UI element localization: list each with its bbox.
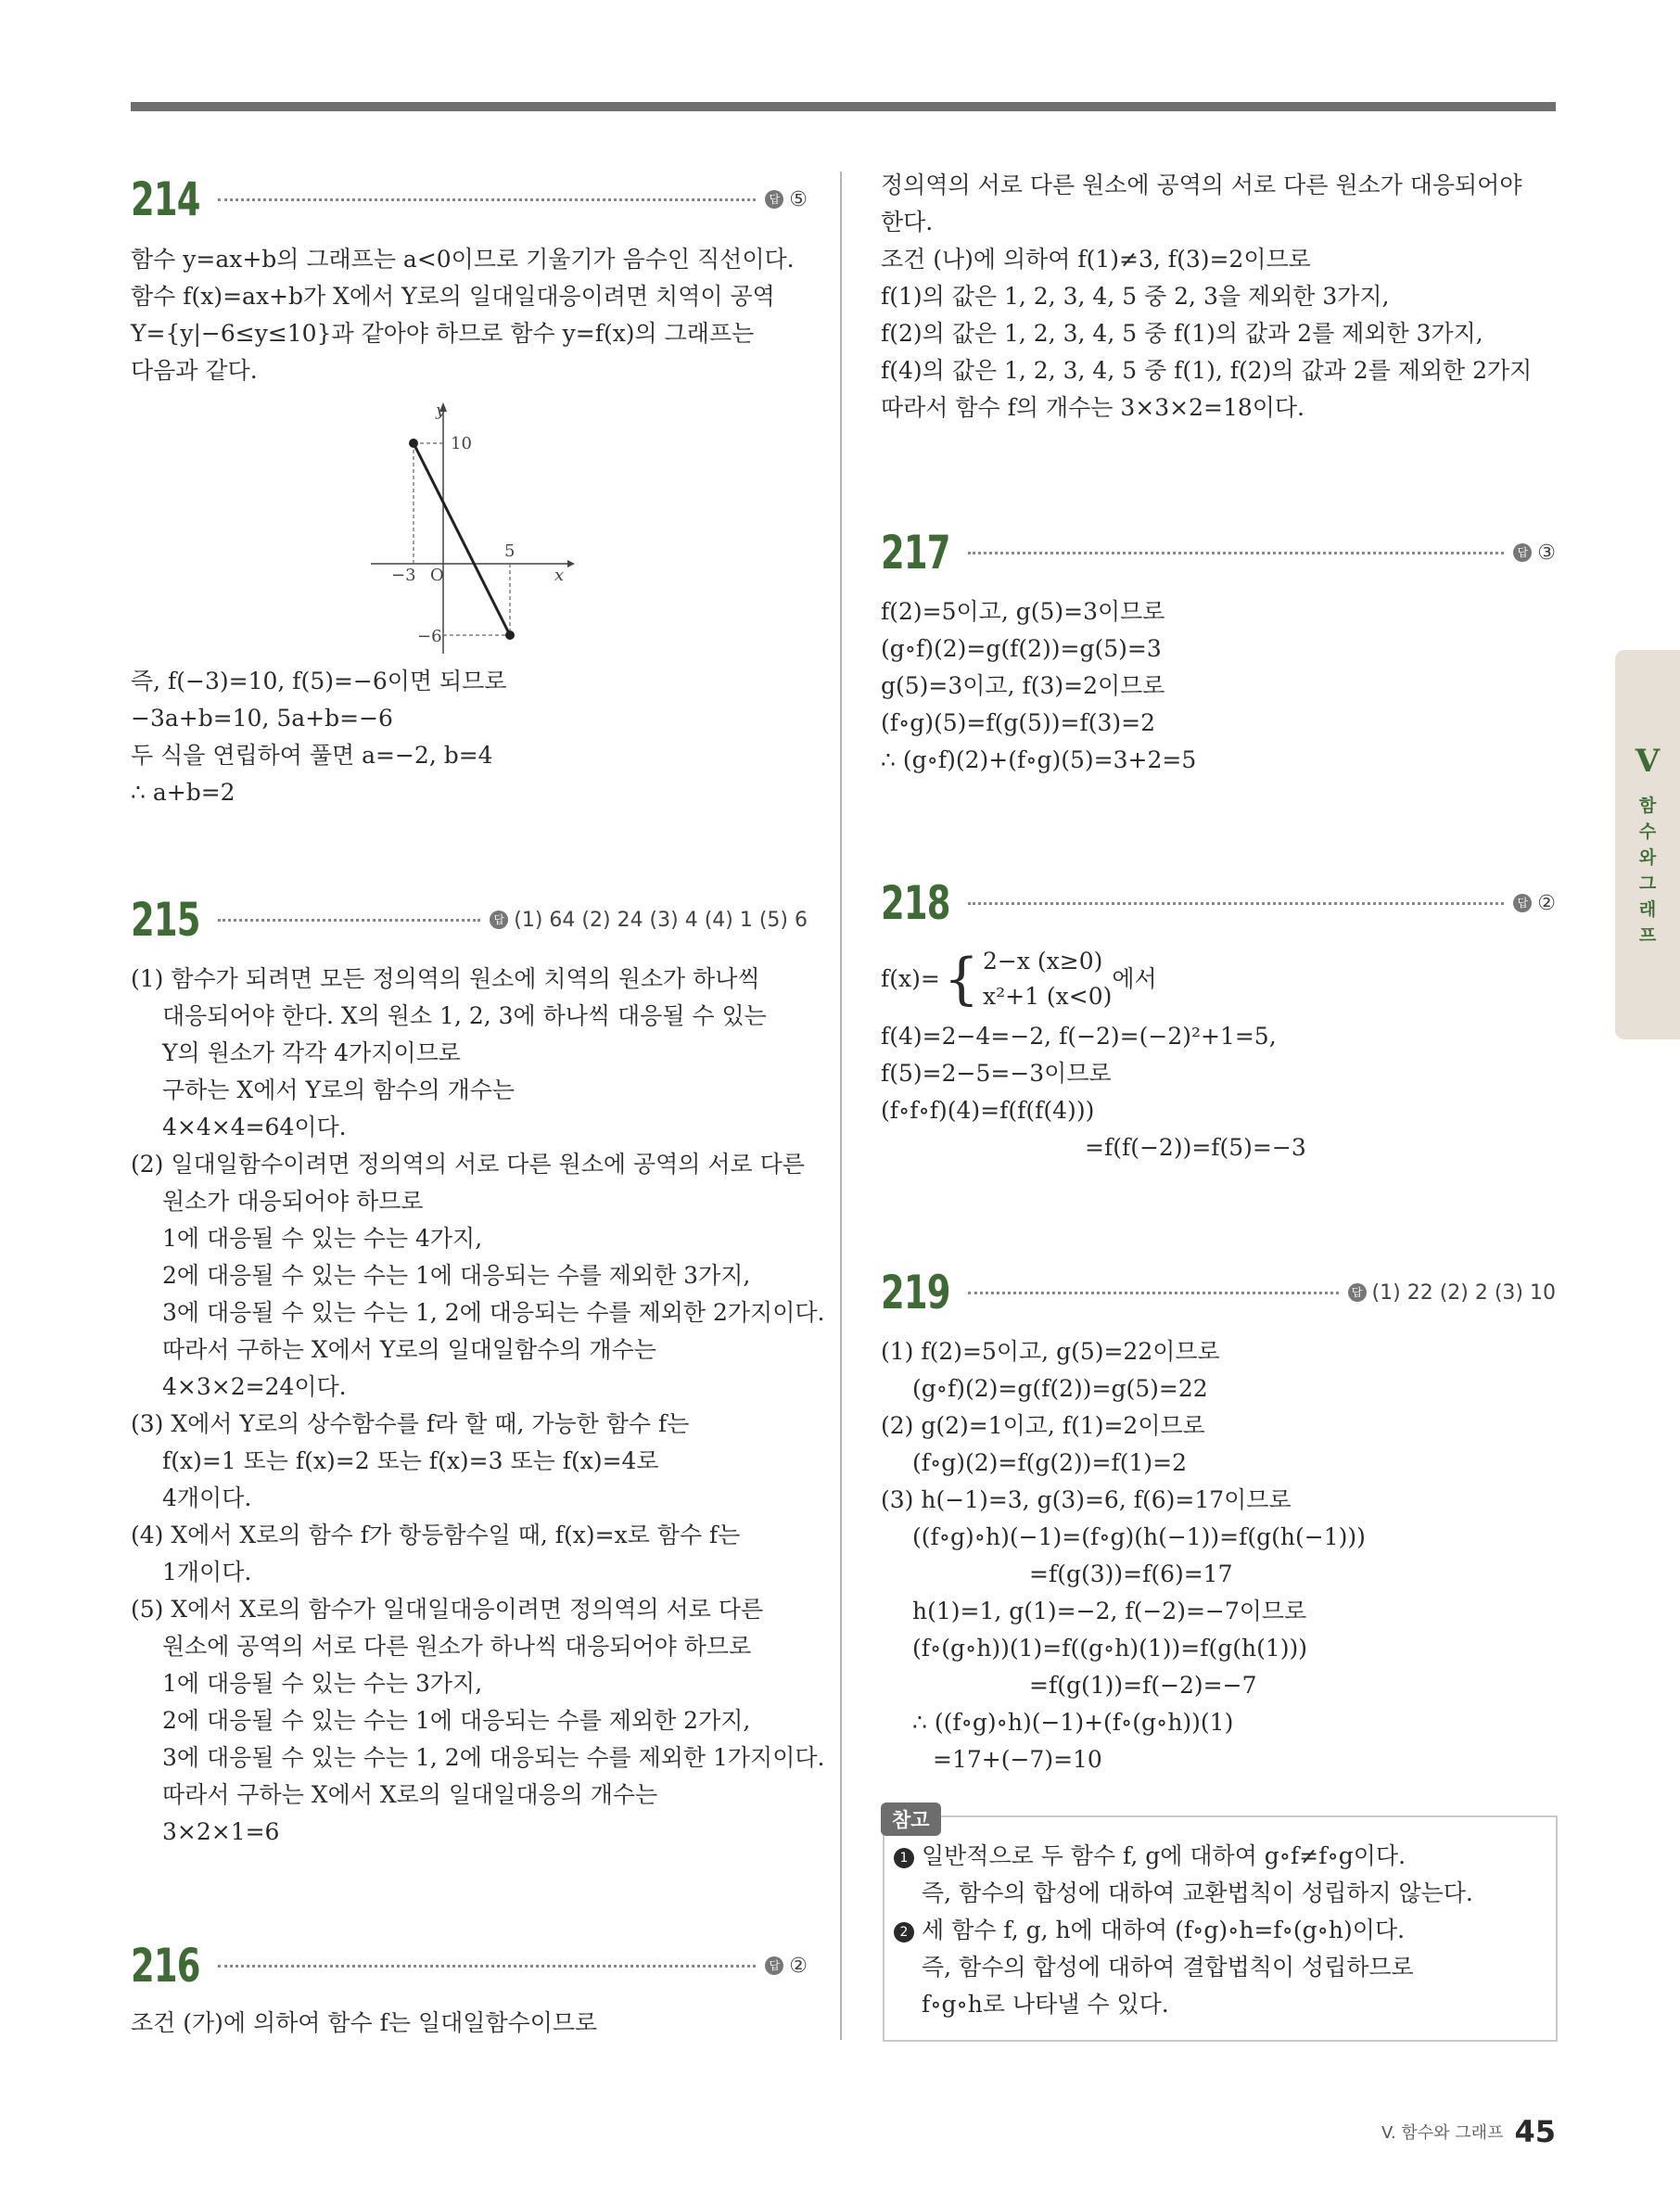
problem-219-header xyxy=(881,1265,1556,1320)
answer-value: ③ xyxy=(1537,541,1556,565)
problem-216-header xyxy=(131,1938,808,1994)
column-divider xyxy=(840,172,842,2040)
note-line: f∘g∘h로 나타낼 수 있다. xyxy=(922,1991,1169,2018)
text-line: f(2)의 값은 1, 2, 3, 4, 5 중 f(1)의 값과 2를 제외한 3가지, xyxy=(881,320,1483,347)
case-1: 2−x (x≥0) xyxy=(983,948,1103,974)
text-line: −3a+b=10, 5a+b=−6 xyxy=(131,705,393,732)
answer-icon: 답 xyxy=(1348,1283,1367,1302)
answer xyxy=(765,1955,808,1978)
leader-dots xyxy=(968,902,1504,905)
footer-chapter: V. 함수와 그래프 xyxy=(1381,2123,1504,2143)
answer xyxy=(490,909,808,932)
answer-value: ⑤ xyxy=(789,187,808,211)
text-line: (1) f(2)=5이고, g(5)=22이므로 xyxy=(881,1338,1220,1365)
note-text: 세 함수 f, g, h에 대하여 (f∘g)∘h=f∘(g∘h)이다. xyxy=(922,1917,1406,1943)
text-line: f(x)=1 또는 f(x)=2 또는 f(x)=3 또는 f(x)=4로 xyxy=(162,1447,659,1474)
text-line: (g∘f)(2)=g(f(2))=g(5)=22 xyxy=(912,1375,1208,1402)
problem-215-header xyxy=(131,892,808,948)
text-line: Y의 원소가 각각 4가지이므로 xyxy=(162,1039,461,1066)
text-line: 2에 대응될 수 있는 수는 1에 대응되는 수를 제외한 3가지, xyxy=(162,1262,751,1289)
text-line: 4×3×2=24이다. xyxy=(162,1373,347,1400)
note-box xyxy=(883,1815,1558,2042)
text-line: =17+(−7)=10 xyxy=(933,1746,1102,1773)
text-line: 2에 대응될 수 있는 수는 1에 대응되는 수를 제외한 2가지, xyxy=(162,1707,751,1734)
text-line: f(4)=2−4=−2, f(−2)=(−2)²+1=5, xyxy=(881,1023,1277,1050)
text-line: ∴ (g∘f)(2)+(f∘g)(5)=3+2=5 xyxy=(881,746,1197,773)
text-line: 4개이다. xyxy=(162,1484,252,1511)
answer-icon: 답 xyxy=(765,190,783,209)
tick-minus-3: −3 xyxy=(391,566,416,585)
note-line: 즉, 함수의 합성에 대하여 교환법칙이 성립하지 않는다. xyxy=(922,1879,1473,1906)
answer xyxy=(765,188,808,211)
y-axis-label: y xyxy=(436,401,446,420)
answer-icon: 답 xyxy=(765,1956,783,1975)
answer-value: (1) 64 (2) 24 (3) 4 (4) 1 (5) 6 xyxy=(514,908,808,932)
problem-number: 218 xyxy=(881,876,950,930)
text-line: 3에 대응될 수 있는 수는 1, 2에 대응되는 수를 제외한 1가지이다. xyxy=(162,1744,825,1771)
text-line: Y={y|−6≤y≤10}과 같아야 하므로 함수 y=f(x)의 그래프는 xyxy=(131,320,755,347)
problem-214-solution xyxy=(131,663,808,811)
leader-dots xyxy=(218,1965,756,1968)
text-line: (f∘(g∘h))(1)=f((g∘h)(1))=f(g(h(1))) xyxy=(912,1635,1308,1662)
answer-value: (1) 22 (2) 2 (3) 10 xyxy=(1371,1280,1556,1305)
text-line: 따라서 함수 f의 개수는 3×3×2=18이다. xyxy=(881,394,1305,421)
chapter-title: 함 수 와 그 래 프 xyxy=(1638,796,1657,946)
chapter-side-tab xyxy=(1615,650,1680,1039)
text-line: (5) X에서 X로의 함수가 일대일대응이려면 정의역의 서로 다른 xyxy=(131,1596,764,1623)
text-line: (3) X에서 Y로의 상수함수를 f라 할 때, 가능한 함수 f는 xyxy=(131,1410,690,1437)
problem-216-continued xyxy=(881,167,1556,427)
problem-214-header xyxy=(131,172,808,227)
bullet-1: 1 xyxy=(894,1848,914,1868)
leader-dots xyxy=(218,198,756,201)
text-line: 조건 (가)에 의하여 함수 f는 일대일함수이므로 xyxy=(131,2009,598,2036)
problem-216-body xyxy=(131,2005,808,2042)
text-line: ∴ ((f∘g)∘h)(−1)+(f∘(g∘h))(1) xyxy=(912,1709,1234,1736)
problem-number: 216 xyxy=(131,1939,200,1993)
answer-icon: 답 xyxy=(490,911,508,929)
fx-label: f(x)= xyxy=(881,965,940,992)
problem-214-body xyxy=(131,241,808,389)
text-line: 한다. xyxy=(881,209,934,236)
text-line: f(5)=2−5=−3이므로 xyxy=(881,1060,1112,1087)
x-axis-label: x xyxy=(554,566,565,585)
case-suffix: 에서 xyxy=(1112,965,1157,992)
text-line: (2) g(2)=1이고, f(1)=2이므로 xyxy=(881,1412,1205,1439)
answer-icon: 답 xyxy=(1513,894,1532,912)
problem-number: 219 xyxy=(881,1266,950,1319)
text-line: 함수 f(x)=ax+b가 X에서 Y로의 일대일대응이려면 치역이 공역 xyxy=(131,283,775,310)
leader-dots xyxy=(968,552,1504,554)
text-line: 대응되어야 한다. X의 원소 1, 2, 3에 하나씩 대응될 수 있는 xyxy=(162,1002,767,1029)
note-line: 즉, 함수의 합성에 대하여 결합법칙이 성립하므로 xyxy=(922,1954,1414,1981)
piecewise-definition xyxy=(881,944,1556,1018)
text-line: 4×4×4=64이다. xyxy=(162,1114,347,1140)
note-tag: 참고 xyxy=(881,1802,941,1836)
text-line: =f(g(3))=f(6)=17 xyxy=(1029,1560,1233,1587)
text-line: (1) 함수가 되려면 모든 정의역의 원소에 치역의 원소가 하나씩 xyxy=(131,965,760,992)
text-line: =f(g(1))=f(−2)=−7 xyxy=(1029,1672,1257,1699)
text-line: (f∘f∘f)(4)=f(f(f(4))) xyxy=(881,1097,1095,1124)
text-line: 다음과 같다. xyxy=(131,357,258,384)
text-line: h(1)=1, g(1)=−2, f(−2)=−7이므로 xyxy=(912,1598,1307,1624)
text-line: =f(f(−2))=f(5)=−3 xyxy=(1085,1134,1306,1161)
text-line: (f∘g)(2)=f(g(2))=f(1)=2 xyxy=(912,1449,1188,1476)
note-line xyxy=(894,1912,1543,1949)
text-line: 구하는 X에서 Y로의 함수의 개수는 xyxy=(162,1076,515,1103)
text-line: 1에 대응될 수 있는 수는 3가지, xyxy=(162,1670,483,1697)
text-line: (2) 일대일함수이려면 정의역의 서로 다른 원소에 공역의 서로 다른 xyxy=(131,1151,805,1178)
text-line: (4) X에서 X로의 함수 f가 항등함수일 때, f(x)=x로 함수 f는 xyxy=(131,1522,741,1548)
text-line: (g∘f)(2)=g(f(2))=g(5)=3 xyxy=(881,635,1162,662)
problem-number: 217 xyxy=(881,526,950,580)
answer-icon: 답 xyxy=(1513,543,1532,562)
text-line: (f∘g)(5)=f(g(5))=f(3)=2 xyxy=(881,709,1156,736)
text-line: 따라서 구하는 X에서 Y로의 일대일함수의 개수는 xyxy=(162,1336,656,1363)
text-line: 따라서 구하는 X에서 X로의 일대일대응의 개수는 xyxy=(162,1781,658,1808)
problem-219-body xyxy=(881,1333,1556,1778)
text-line: 함수 y=ax+b의 그래프는 a<0이므로 기울기가 음수인 직선이다. xyxy=(131,246,795,273)
leader-dots xyxy=(968,1292,1339,1294)
text-line: 두 식을 연립하여 풀면 a=−2, b=4 xyxy=(131,742,493,769)
cases xyxy=(983,944,1112,1014)
text-line: 3×2×1=6 xyxy=(162,1818,280,1845)
tick-10: 10 xyxy=(451,434,472,453)
leader-dots xyxy=(218,919,480,922)
text-line: 1개이다. xyxy=(162,1559,252,1586)
case-2: x²+1 (x<0) xyxy=(983,983,1113,1010)
tick-minus-6: −6 xyxy=(417,627,442,646)
text-line: f(1)의 값은 1, 2, 3, 4, 5 중 2, 3을 제외한 3가지, xyxy=(881,283,1390,310)
answer xyxy=(1513,541,1556,565)
bullet-2: 2 xyxy=(894,1922,914,1943)
problem-218-header xyxy=(881,875,1556,931)
text-line: 1에 대응될 수 있는 수는 4가지, xyxy=(162,1225,483,1252)
text-line: g(5)=3이고, f(3)=2이므로 xyxy=(881,672,1165,699)
text-line: 원소가 대응되어야 하므로 xyxy=(162,1188,424,1215)
text-line: 원소에 공역의 서로 다른 원소가 하나씩 대응되어야 하므로 xyxy=(162,1633,752,1660)
answer xyxy=(1348,1281,1556,1305)
origin-label: O xyxy=(430,566,444,585)
text-line: 3에 대응될 수 있는 수는 1, 2에 대응되는 수를 제외한 2가지이다. xyxy=(162,1299,825,1326)
problem-217-header xyxy=(881,525,1556,580)
chapter-roman: V xyxy=(1635,743,1661,780)
answer xyxy=(1513,892,1556,915)
answer-value: ② xyxy=(789,1954,808,1978)
problem-number: 214 xyxy=(131,172,200,226)
page-number: 45 xyxy=(1514,2114,1556,2149)
top-rule xyxy=(131,102,1556,111)
text-line: 조건 (나)에 의하여 f(1)≠3, f(3)=2이므로 xyxy=(881,246,1311,273)
text-line: ((f∘g)∘h)(−1)=(f∘g)(h(−1))=f(g(h(−1))) xyxy=(912,1523,1366,1550)
tick-5: 5 xyxy=(504,541,515,561)
problem-215-body xyxy=(131,961,825,1851)
brace-symbol: { xyxy=(943,947,979,1012)
note-text: 일반적으로 두 함수 f, g에 대하여 g∘f≠f∘g이다. xyxy=(922,1842,1406,1869)
text-line: (3) h(−1)=3, g(3)=6, f(6)=17이므로 xyxy=(881,1486,1292,1513)
note-body xyxy=(894,1838,1543,2023)
answer-value: ② xyxy=(1537,891,1556,915)
problem-217-body xyxy=(881,593,1556,779)
problem-number: 215 xyxy=(131,893,200,947)
text-line: f(4)의 값은 1, 2, 3, 4, 5 중 f(1), f(2)의 값과 2를 제외한 2가지 xyxy=(881,357,1533,384)
text-line: 정의역의 서로 다른 원소에 공역의 서로 다른 원소가 대응되어야 xyxy=(881,172,1522,198)
text-line: f(2)=5이고, g(5)=3이므로 xyxy=(881,598,1165,625)
line-graph xyxy=(362,399,584,658)
note-line xyxy=(894,1838,1543,1875)
text-line: 즉, f(−3)=10, f(5)=−6이면 되므로 xyxy=(131,668,507,694)
footer xyxy=(1381,2114,1556,2149)
text-line: ∴ a+b=2 xyxy=(131,779,235,806)
problem-218-body xyxy=(881,944,1556,1166)
